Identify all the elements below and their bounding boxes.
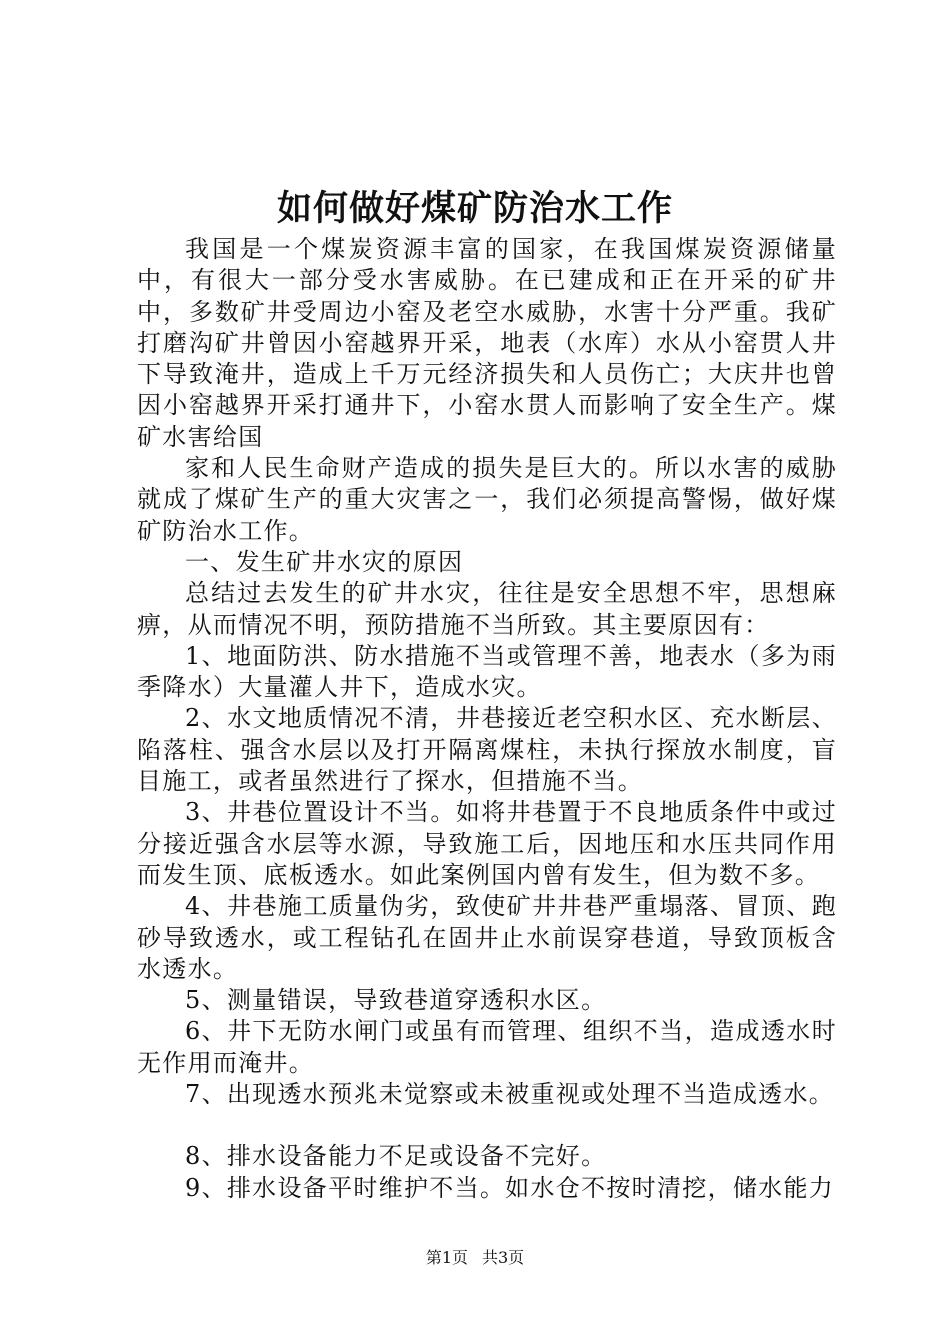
list-item-cause-9: 9、排水设备平时维护不当。如水仓不按时清挖，储水能力	[185, 1173, 835, 1202]
document-body	[137, 234, 837, 1204]
paragraph-intro: 我国是一个煤炭资源丰富的国家，在我国煤炭资源储量中，有很大一部分受水害威胁。在已建成和正在开采的矿井中，多数矿井受周边小窑及老空水威胁，水害十分严重。我矿打磨沟矿井曾因小窑越界开采，地表（水库）水从小窑贯人井下导致淹井，造成上千万元经济损失和人员伤亡；大庆井也曾因小窑越界开采打通井下，小窑水贯人而影响了安全生产。煤矿水害给国	[137, 235, 837, 451]
page-footer	[0, 1247, 950, 1269]
paragraph-intro-continued: 家和人民生命财产造成的损失是巨大的。所以水害的威胁就成了煤矿生产的重大灾害之一，我们必须提高警惕，做好煤矿防治水工作。	[137, 454, 837, 545]
document-title: 如何做好煤矿防治水工作	[276, 188, 673, 229]
list-item-cause-6: 6、井下无防水闸门或虽有而管理、组织不当，造成透水时无作用而淹井。	[137, 1017, 837, 1077]
list-item-cause-5: 5、测量错误，导致巷道穿透积水区。	[185, 986, 607, 1015]
page-number: 第1页	[425, 1248, 468, 1267]
page-total: 共3页	[482, 1248, 525, 1267]
list-item-cause-7: 7、出现透水预兆未觉察或未被重视或处理不当造成透水。	[185, 1080, 835, 1109]
list-item-cause-4: 4、井巷施工质量伪劣，致使矿井井巷严重塌落、冒顶、跑砂导致透水，或工程钻孔在固井止水前误穿巷道，导致顶板含水透水。	[137, 892, 837, 983]
list-item-cause-2: 2、水文地质情况不清，井巷接近老空积水区、充水断层、陷落柱、强含水层以及打开隔离煤柱，未执行探放水制度，盲目施工，或者虽然进行了探水，但措施不当。	[137, 704, 837, 796]
section-heading-causes: 一、发生矿井水灾的原因	[185, 547, 464, 576]
paragraph-summary: 总结过去发生的矿井水灾，往往是安全思想不牢，思想麻痹，从而情况不明，预防措施不当所致。其主要原因有：	[137, 579, 837, 639]
list-item-cause-8: 8、排水设备能力不足或设备不完好。	[185, 1142, 607, 1171]
list-item-cause-1: 1、地面防洪、防水措施不当或管理不善，地表水（多为雨季降水）大量灌人井下，造成水灾。	[137, 641, 837, 702]
list-item-cause-3: 3、井巷位置设计不当。如将井巷置于不良地质条件中或过分接近强含水层等水源，导致施工后，因地压和水压共同作用而发生顶、底板透水。如此案例国内曾有发生，但为数不多。	[137, 798, 837, 889]
